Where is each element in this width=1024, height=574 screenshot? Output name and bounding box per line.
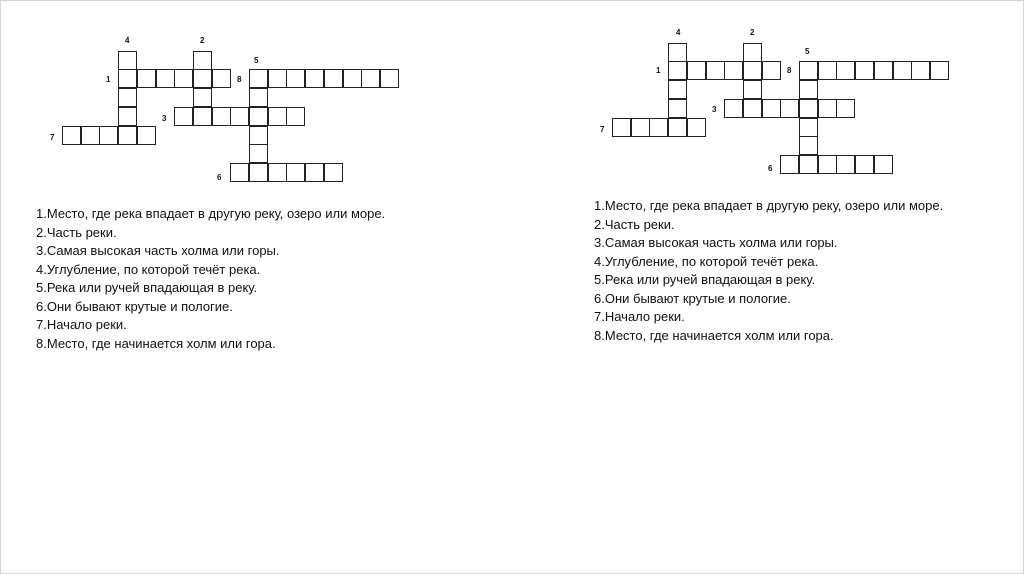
- clue-number-2: 2: [750, 28, 755, 37]
- clue-number-8: 8: [237, 75, 242, 84]
- clue-number-5: 5: [805, 47, 810, 56]
- clue-number-2: 2: [200, 36, 205, 45]
- crossword-cell: [799, 80, 818, 99]
- clue-5: 5.Река или ручей впадающая в реку.: [594, 272, 816, 287]
- clue-8: 8.Место, где начинается холм или гора.: [594, 327, 834, 343]
- crossword-cell: [818, 155, 837, 174]
- crossword-cell: [855, 61, 874, 80]
- clue-7: 7.Начало реки.: [594, 309, 685, 324]
- crossword-cell: [612, 118, 631, 137]
- crossword-cell: [762, 99, 781, 118]
- crossword-grid-right: [0, 0, 1024, 200]
- crossword-cell: [799, 118, 818, 137]
- crossword-cell: [724, 99, 743, 118]
- crossword-cell: [818, 61, 837, 80]
- clue-2: 2.Часть реки.: [36, 224, 117, 240]
- crossword-cell: [799, 61, 818, 80]
- clue-number-5: 5: [254, 56, 259, 65]
- crossword-cell: [631, 118, 650, 137]
- crossword-cell: [799, 99, 818, 118]
- crossword-cell: [668, 61, 687, 80]
- clue-1: 1.Место, где река впадает в другую реку, озеро или море.: [36, 206, 386, 221]
- clue-1: 1.Место, где река впадает в другую реку, озеро или море.: [594, 198, 944, 213]
- clue-8: 8.Место, где начинается холм или гора.: [36, 335, 276, 351]
- crossword-cell: [836, 99, 855, 118]
- crossword-cell: [874, 155, 893, 174]
- clue-number-7: 7: [600, 125, 605, 134]
- crossword-cell: [743, 99, 762, 118]
- clue-number-7: 7: [50, 133, 55, 142]
- crossword-cell: [743, 80, 762, 99]
- clue-3: 3.Самая высокая часть холма или горы.: [36, 243, 280, 258]
- clue-number-3: 3: [162, 114, 167, 123]
- crossword-cell: [799, 136, 818, 155]
- crossword-cell: [874, 61, 893, 80]
- crossword-cell: [743, 43, 762, 62]
- crossword-cell: [668, 43, 687, 62]
- crossword-cell: [799, 155, 818, 174]
- clue-list-right: [594, 197, 943, 345]
- clue-number-3: 3: [712, 105, 717, 114]
- crossword-cell: [818, 99, 837, 118]
- clue-number-8: 8: [787, 66, 792, 75]
- crossword-cell: [706, 61, 725, 80]
- clue-6: 6.Они бывают крутые и пологие.: [36, 298, 233, 314]
- clue-number-1: 1: [106, 75, 111, 84]
- crossword-cell: [930, 61, 949, 80]
- crossword-cell: [780, 155, 799, 174]
- crossword-cell: [911, 61, 930, 80]
- clue-list-left: [36, 205, 385, 353]
- crossword-cell: [668, 118, 687, 137]
- crossword-cell: [836, 155, 855, 174]
- crossword-cell: [893, 61, 912, 80]
- crossword-cell: [687, 61, 706, 80]
- clue-number-6: 6: [217, 173, 222, 182]
- crossword-cell: [724, 61, 743, 80]
- crossword-cell: [836, 61, 855, 80]
- crossword-cell: [649, 118, 668, 137]
- crossword-cell: [668, 80, 687, 99]
- crossword-cell: [780, 99, 799, 118]
- crossword-cell: [687, 118, 706, 137]
- clue-7: 7.Начало реки.: [36, 317, 127, 332]
- clue-2: 2.Часть реки.: [594, 216, 675, 232]
- clue-4: 4.Углубление, по которой течёт река.: [594, 253, 819, 269]
- clue-5: 5.Река или ручей впадающая в реку.: [36, 280, 258, 295]
- clue-number-6: 6: [768, 164, 773, 173]
- clue-number-4: 4: [125, 36, 130, 45]
- crossword-cell: [762, 61, 781, 80]
- clue-6: 6.Они бывают крутые и пологие.: [594, 290, 791, 306]
- crossword-cell: [743, 61, 762, 80]
- clue-number-4: 4: [676, 28, 681, 37]
- crossword-cell: [855, 155, 874, 174]
- clue-number-1: 1: [656, 66, 661, 75]
- clue-4: 4.Углубление, по которой течёт река.: [36, 261, 261, 277]
- crossword-cell: [668, 99, 687, 118]
- clue-3: 3.Самая высокая часть холма или горы.: [594, 235, 838, 250]
